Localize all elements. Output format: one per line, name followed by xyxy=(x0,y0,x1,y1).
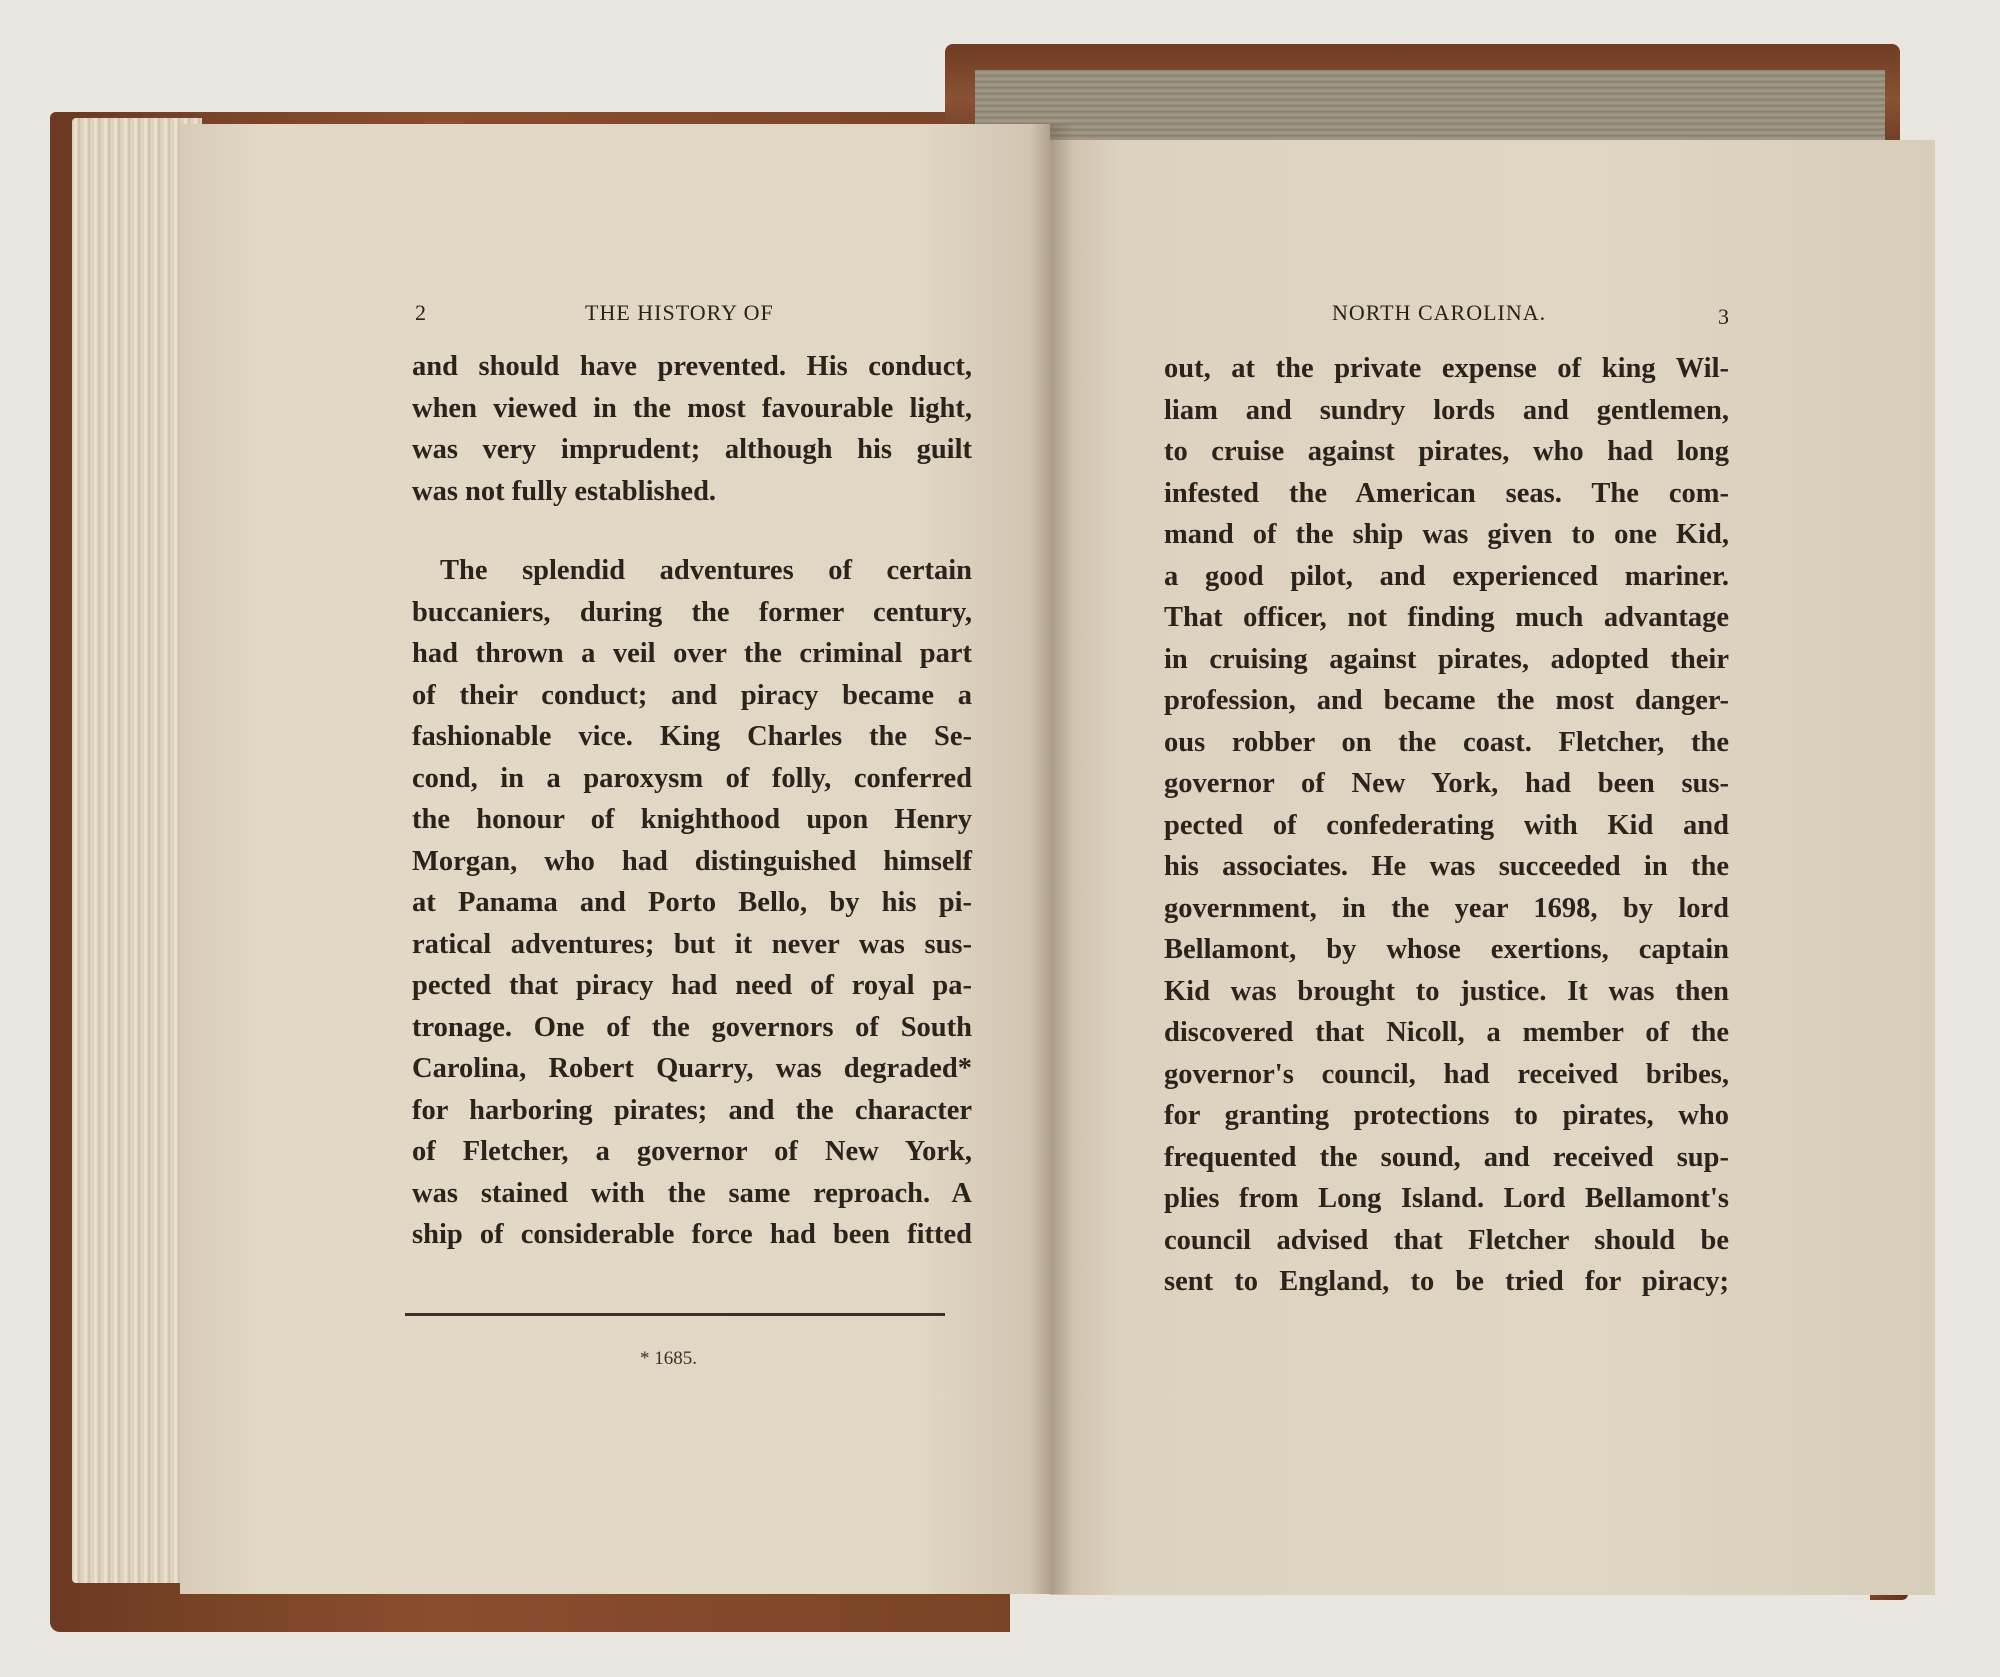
text-line: Bellamont, by whose exertions, captain xyxy=(1164,934,1729,965)
text-line: and should have prevented. His conduct, xyxy=(412,351,972,382)
text-line: Morgan, who had distinguished himself xyxy=(412,845,972,877)
text-line: in cruising against pirates, adopted their xyxy=(1164,643,1729,675)
text-line: Kid was brought to justice. It was then xyxy=(1164,975,1729,1007)
text-line: of their conduct; and piracy became a xyxy=(412,679,972,711)
footnote-rule xyxy=(405,1313,945,1316)
text-line: when viewed in the most favourable light, xyxy=(412,392,972,424)
text-line: buccaniers, during the former century, xyxy=(412,596,972,628)
left-running-head: THE HISTORY OF xyxy=(585,300,774,325)
text-line: pected of confederating with Kid and xyxy=(1164,809,1729,841)
text-line: for harboring pirates; and the character xyxy=(412,1094,972,1126)
right-page-number: 3 xyxy=(1718,304,1730,329)
right-running-head: NORTH CAROLINA. xyxy=(1332,300,1547,325)
text-line: profession, and became the most danger- xyxy=(1164,685,1729,716)
text-line: Carolina, Robert Quarry, was degraded* xyxy=(412,1053,972,1084)
text-line: ratical adventures; but it never was sus- xyxy=(412,928,972,960)
left-page-number: 2 xyxy=(415,300,427,325)
text-line: pected that piracy had need of royal pa- xyxy=(412,970,972,1001)
text-line: to cruise against pirates, who had long xyxy=(1164,436,1729,467)
text-line: frequented the sound, and received sup- xyxy=(1164,1141,1729,1173)
text-line: government, in the year 1698, by lord xyxy=(1164,892,1729,924)
text-line: ous robber on the coast. Fletcher, the xyxy=(1164,726,1729,758)
left-page-text xyxy=(412,346,972,1256)
right-page-text xyxy=(1164,348,1729,1303)
text-line: ship of considerable force had been fitted xyxy=(412,1219,972,1250)
text-line: infested the American seas. The com- xyxy=(1164,477,1729,509)
text-line: governor of New York, had been sus- xyxy=(1164,768,1729,799)
text-line: tronage. One of the governors of South xyxy=(412,1011,972,1043)
text-line: fashionable vice. King Charles the Se- xyxy=(412,721,972,752)
text-line: out, at the private expense of king Wil- xyxy=(1164,353,1729,384)
text-line: of Fletcher, a governor of New York, xyxy=(412,1136,972,1167)
text-line: at Panama and Porto Bello, by his pi- xyxy=(412,887,972,918)
text-line: cond, in a paroxysm of folly, conferred xyxy=(412,762,972,794)
text-line: That officer, not finding much advantage xyxy=(1164,602,1729,633)
text-line: had thrown a veil over the criminal part xyxy=(412,638,972,669)
text-line: was stained with the same reproach. A xyxy=(412,1177,972,1209)
text-line: The splendid adventures of certain xyxy=(440,555,972,586)
book-gutter xyxy=(1030,124,1074,1594)
text-line: governor's council, had received bribes, xyxy=(1164,1058,1729,1090)
text-line: council advised that Fletcher should be xyxy=(1164,1224,1729,1256)
text-line: sent to England, to be tried for piracy; xyxy=(1164,1266,1729,1297)
text-line: the honour of knighthood upon Henry xyxy=(412,804,972,835)
text-line: was not fully established. xyxy=(412,475,717,507)
text-line: for granting protections to pirates, who xyxy=(1164,1100,1729,1131)
text-line: discovered that Nicoll, a member of the xyxy=(1164,1017,1729,1048)
text-line: liam and sundry lords and gentlemen, xyxy=(1164,394,1729,426)
text-line: was very imprudent; although his guilt xyxy=(412,434,972,465)
text-line: mand of the ship was given to one Kid, xyxy=(1164,519,1729,550)
text-line: his associates. He was succeeded in the xyxy=(1164,851,1729,882)
text-line: a good pilot, and experienced mariner. xyxy=(1164,560,1729,592)
text-line: plies from Long Island. Lord Bellamont's xyxy=(1164,1183,1729,1214)
page-block-top-edge xyxy=(975,70,1885,150)
footnote: * 1685. xyxy=(640,1348,697,1369)
